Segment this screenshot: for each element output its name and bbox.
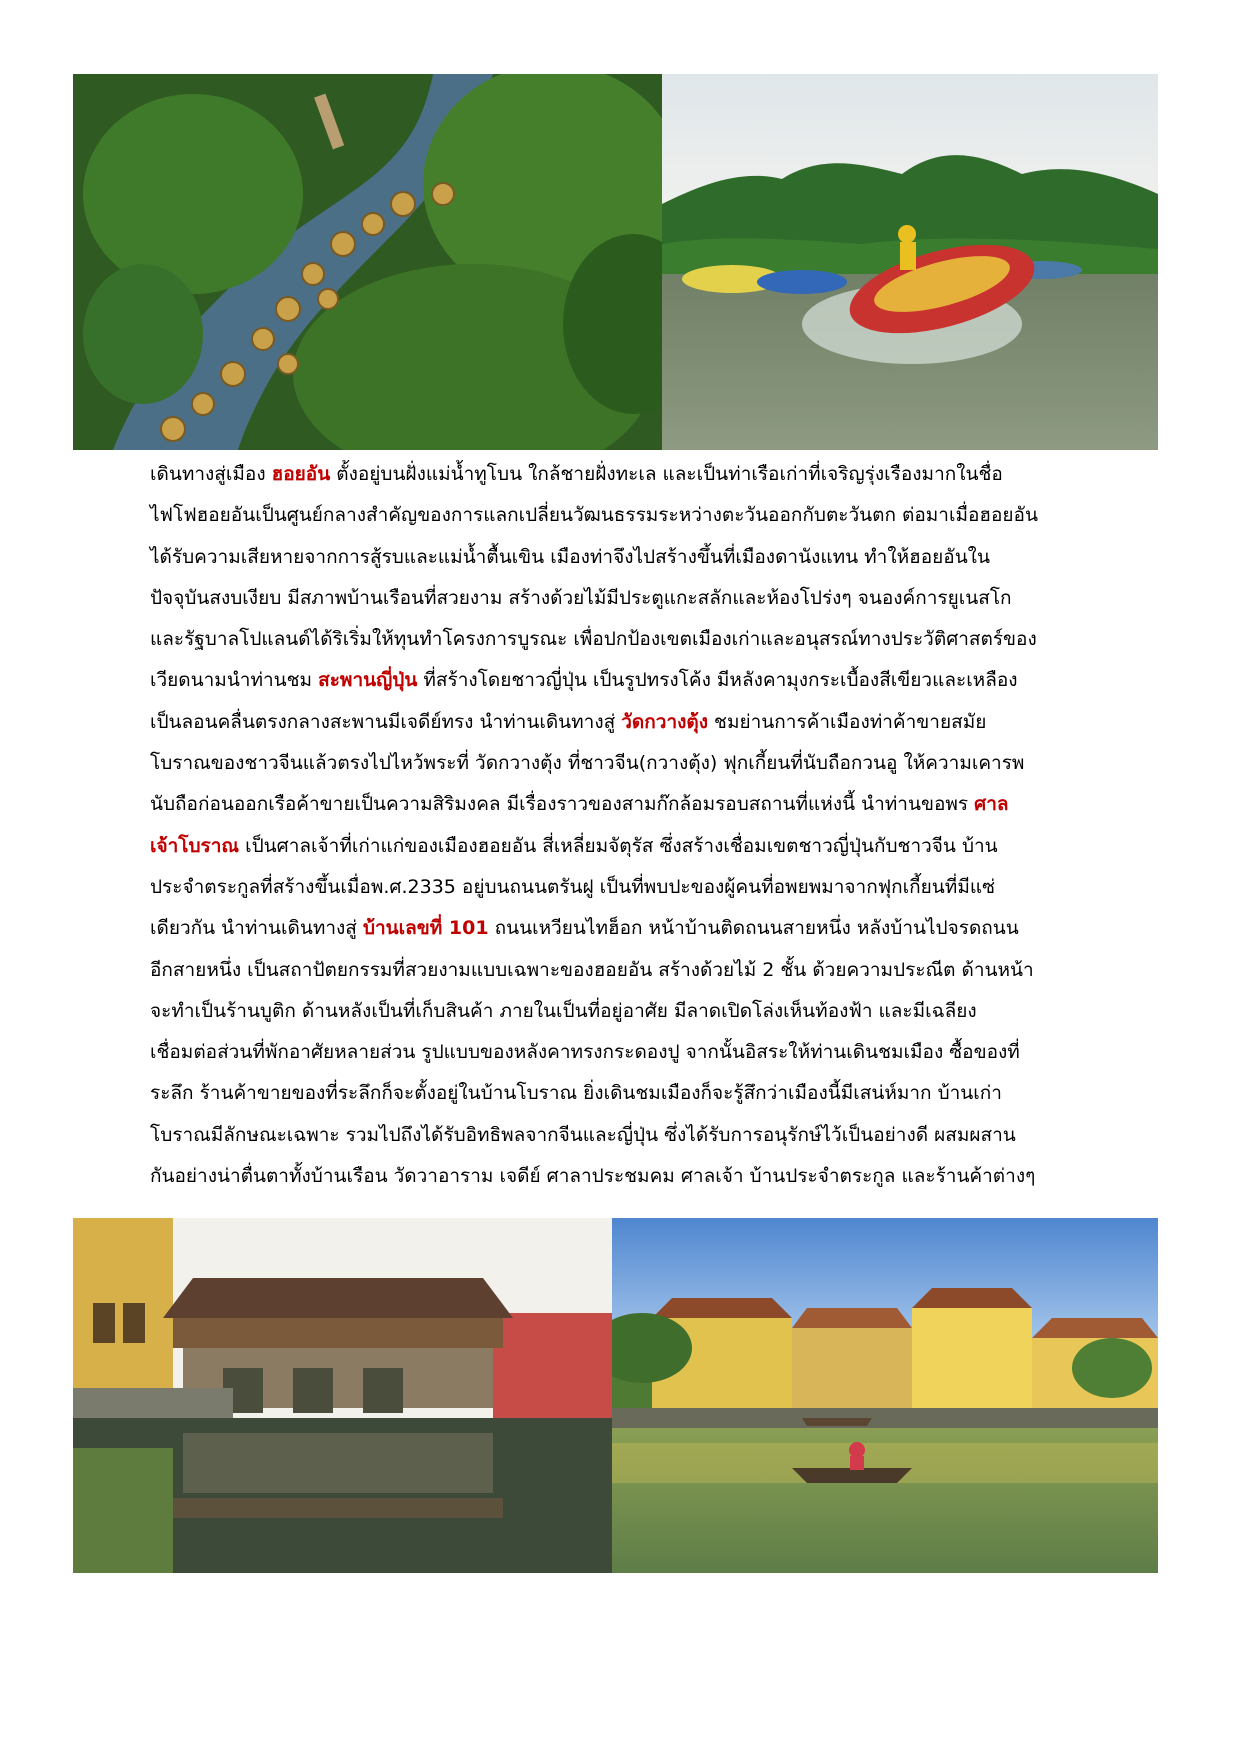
text-segment: นับถือก่อนออกเรือค้าขายเป็นความสิริมงคล มีเรื่องราวของสามก๊กล้อมรอบสถานที่แห่งนี้ นำท่านขอพร: [150, 793, 975, 816]
text-line: [150, 619, 1160, 660]
text-segment: เดินทางสู่เมือง: [150, 463, 272, 485]
text-line: [150, 454, 1160, 495]
text-segment: ประจำตระกูลที่สร้างขึ้นเมื่อพ.ศ.2335 อยู่บนถนนตรันฝู เป็นที่พบปะของผู้คนที่อพยพมาจากฟุกเกี้ยนที่มีแซ่: [150, 875, 995, 898]
highlighted-place-name: ฮอยอัน: [271, 463, 331, 485]
text-line: [150, 743, 1160, 784]
text-line: [150, 826, 1160, 867]
text-segment: โบราณมีลักษณะเฉพาะ รวมไปถึงได้รับอิทธิพลจากจีนและญี่ปุ่น ซึ่งได้รับการอนุรักษ์ไว้เป็นอย่างดี ผสมผสาน: [150, 1123, 1016, 1146]
text-segment: เดียวกัน นำท่านเดินทางสู่: [150, 917, 363, 940]
text-segment: กันอย่างน่าตื่นตาทั้งบ้านเรือน วัดวาอาราม เจดีย์ ศาลาประชมคม ศาลเจ้า บ้านประจำตระกูล และร้านค้าต่างๆ: [150, 1165, 1036, 1188]
text-segment: และรัฐบาลโปแลนด์ได้ริเริ่มให้ทุนทำโครงการบูรณะ เพื่อปกป้องเขตเมืองเก่าและอนุสรณ์ทางประวัติศาสตร์ของ: [150, 628, 1037, 651]
text-segment: อีกสายหนึ่ง เป็นสถาปัตยกรรมที่สวยงามแบบเฉพาะของฮอยอัน สร้างด้วยไม้ 2 ชั้น ด้วยความประณีต ด้านหน้า: [150, 958, 1034, 981]
text-line: [150, 784, 1160, 825]
text-line: [150, 495, 1160, 536]
text-line: [150, 908, 1160, 949]
highlighted-place-name: บ้านเลขที่ 101: [362, 917, 489, 940]
highlighted-place-name: เจ้าโบราณ: [150, 834, 240, 857]
text-segment: ได้รับความเสียหายจากการสู้รบและแม่น้ำตื้นเขิน เมืองท่าจึงไปสร้างขึ้นที่เมืองดานังแทน ทำให้ฮอยอันใน: [150, 545, 990, 568]
text-segment: ไฟโฟฮอยอันเป็นศูนย์กลางสำคัญของการแลกเปลี่ยนวัฒนธรรมระหว่างตะวันออกกับตะวันตก ต่อมาเมื่อฮอยอัน: [150, 504, 1038, 527]
text-segment: ตั้งอยู่บนฝั่งแม่น้ำทูโบน ใกล้ชายฝั่งทะเล และเป็นท่าเรือเก่าที่เจริญรุ่งเรืองมากในชื่อ: [330, 463, 1003, 485]
text-segment: ที่สร้างโดยชาวญี่ปุ่น เป็นรูปทรงโค้ง มีหลังคามุงกระเบื้องสีเขียวและเหลือง: [417, 669, 1018, 692]
coconut-forest-aerial-photo: [73, 74, 662, 450]
text-line: [150, 702, 1160, 743]
text-segment: ระลึก ร้านค้าขายของที่ระลึกก็จะตั้งอยู่ในบ้านโบราณ ยิ่งเดินชมเมืองก็จะรู้สึกว่าเมืองนี้มีเสน่ห์มาก บ้านเก่า: [150, 1082, 1002, 1105]
text-segment: เชื่อมต่อส่วนที่พักอาศัยหลายส่วน รูปแบบของหลังคาทรงกระดองปู จากนั้นอิสระให้ท่านเดินชมเมือง ซื้อของที่: [150, 1041, 1020, 1064]
text-line: [150, 537, 1160, 578]
text-line: [150, 991, 1160, 1032]
highlighted-place-name: ศาล: [974, 793, 1009, 816]
text-line: [150, 867, 1160, 908]
text-segment: เป็นศาลเจ้าที่เก่าแก่ของเมืองฮอยอัน สี่เหลี่ยมจัตุรัส ซึ่งสร้างเชื่อมเขตชาวญี่ปุ่นกับชาวจีน บ้าน: [239, 834, 998, 857]
text-segment: ชมย่านการค้าเมืองท่าค้าขายสมัย: [708, 710, 987, 733]
text-segment: ถนนเหวียนไทฮ็อก หน้าบ้านติดถนนสายหนึ่ง หลังบ้านไปจรดถนน: [488, 917, 1019, 940]
text-line: [150, 1032, 1160, 1073]
highlighted-place-name: สะพานญี่ปุ่น: [318, 669, 418, 692]
text-line: [150, 578, 1160, 619]
text-line: [150, 660, 1160, 701]
japanese-bridge-photo: [73, 1218, 612, 1573]
text-line: [150, 1115, 1160, 1156]
hoi-an-riverside-photo: [612, 1218, 1158, 1573]
highlighted-place-name: วัดกวางตุ้ง: [621, 710, 709, 733]
text-line: [150, 1156, 1160, 1197]
text-segment: เวียดนามนำท่านชม: [150, 669, 319, 692]
basket-boat-spinning-photo: [662, 74, 1158, 450]
text-segment: จะทำเป็นร้านบูติก ด้านหลังเป็นที่เก็บสินค้า ภายในเป็นที่อยู่อาศัย มีลาดเปิดโล่งเห็นท้องฟ้า และมีเฉลียง: [150, 999, 977, 1022]
text-line: [150, 1073, 1160, 1114]
text-segment: ปัจจุบันสงบเงียบ มีสภาพบ้านเรือนที่สวยงาม สร้างด้วยไม้มีประตูแกะสลักและห้องโปร่งๆ จนองค์การยูเนสโก: [150, 586, 1012, 609]
text-segment: เป็นลอนคลื่นตรงกลางสะพานมีเจดีย์ทรง นำท่านเดินทางสู่: [150, 710, 622, 733]
text-segment: โบราณของชาวจีนแล้วตรงไปไหว้พระที่ วัดกวางตุ้ง ที่ชาวจีน(กวางตุ้ง) ฟุกเกี้ยนที่นับถือกวนอู ให้ความเคารพ: [150, 752, 1025, 775]
text-line: [150, 950, 1160, 991]
tour-description-text: [150, 454, 1160, 1197]
